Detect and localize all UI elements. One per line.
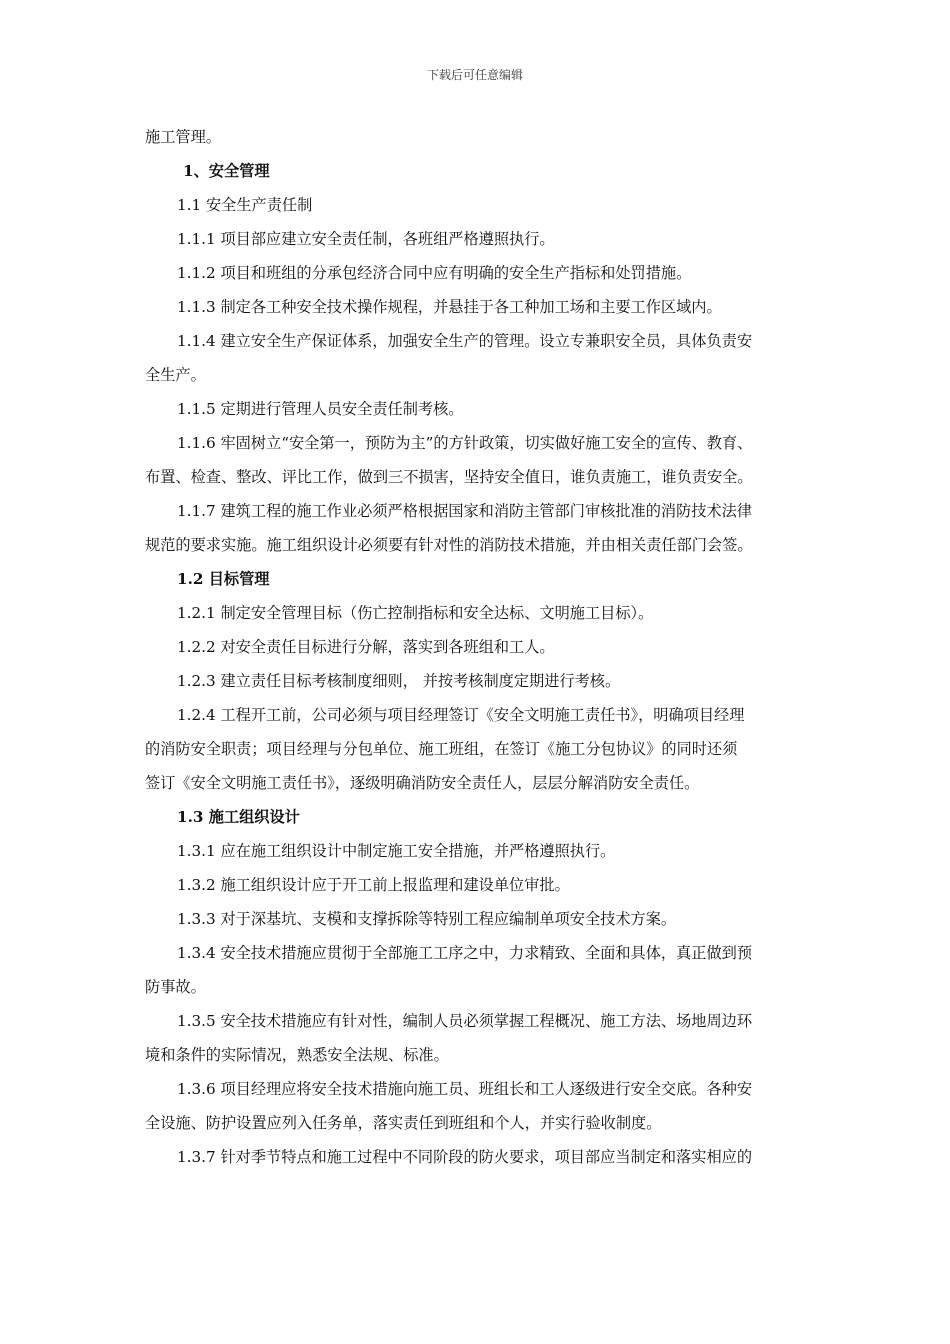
paragraph-continuation: 防事故。 <box>145 978 206 996</box>
paragraph-continuation: 全设施、防护设置应列入任务单，落实责任到班组和个人，并实行验收制度。 <box>145 1114 662 1132</box>
paragraph: 1.1.7 建筑工程的施工作业必须严格根据国家和消防主管部门审核批准的消防技术法律 <box>177 502 753 520</box>
paragraph: 1.2.2 对安全责任目标进行分解，落实到各班组和工人。 <box>177 638 555 656</box>
paragraph: 1.2.1 制定安全管理目标（伤亡控制指标和安全达标、文明施工目标）。 <box>177 604 654 622</box>
paragraph: 施工管理。 <box>145 128 221 146</box>
paragraph-continuation: 境和条件的实际情况，熟悉安全法规、标准。 <box>145 1046 449 1064</box>
paragraph-continuation: 规范的要求实施。施工组织设计必须要有针对性的消防技术措施，并由相关责任部门会签。 <box>145 536 753 554</box>
paragraph: 1.1.4 建立安全生产保证体系，加强安全生产的管理。设立专兼职安全员，具体负责安 <box>177 332 753 350</box>
subsection-heading: 1.2 目标管理 <box>177 570 270 588</box>
paragraph-continuation: 签订《安全文明施工责任书》，逐级明确消防安全责任人，层层分解消防安全责任。 <box>145 774 700 792</box>
paragraph: 1.1.6 牢固树立“安全第一，预防为主”的方针政策，切实做好施工安全的宣传、教育、 <box>177 434 753 452</box>
paragraph: 1.1.1 项目部应建立安全责任制，各班组严格遵照执行。 <box>177 230 555 248</box>
subsection-heading: 1.3 施工组织设计 <box>177 808 300 826</box>
section-heading: 1、安全管理 <box>183 162 270 180</box>
paragraph: 1.3.4 安全技术措施应贯彻于全部施工工序之中，力求精致、全面和具体，真正做到预 <box>177 944 753 962</box>
paragraph: 1.3.3 对于深基坑、支模和支撑拆除等特别工程应编制单项安全技术方案。 <box>177 910 677 928</box>
paragraph: 1.1.3 制定各工种安全技术操作规程，并悬挂于各工种加工场和主要工作区域内。 <box>177 298 722 316</box>
paragraph: 1.3.2 施工组织设计应于开工前上报监理和建设单位审批。 <box>177 876 570 894</box>
paragraph: 1.3.1 应在施工组织设计中制定施工安全措施，并严格遵照执行。 <box>177 842 616 860</box>
paragraph: 1.3.7 针对季节特点和施工过程中不同阶段的防火要求，项目部应当制定和落实相应的 <box>177 1148 753 1166</box>
page-header: 下载后可任意编辑 <box>426 68 523 82</box>
document-body <box>145 120 810 1174</box>
paragraph-continuation: 布置、检查、整改、评比工作，做到三不损害，坚持安全值日，谁负责施工，谁负责安全。 <box>145 468 753 486</box>
paragraph: 1.1.2 项目和班组的分承包经济合同中应有明确的安全生产指标和处罚措施。 <box>177 264 692 282</box>
paragraph: 1.2.3 建立责任目标考核制度细则， 并按考核制度定期进行考核。 <box>177 672 621 690</box>
paragraph: 1.2.4 工程开工前，公司必须与项目经理签订《安全文明施工责任书》，明确项目经理 <box>177 706 745 724</box>
subsection-heading: 1.1 安全生产责任制 <box>177 196 313 214</box>
paragraph: 1.1.5 定期进行管理人员安全责任制考核。 <box>177 400 464 418</box>
paragraph: 1.3.6 项目经理应将安全技术措施向施工员、班组长和工人逐级进行安全交底。各种安 <box>177 1080 753 1098</box>
paragraph-continuation: 的消防安全职责；项目经理与分包单位、施工班组，在签订《施工分包协议》的同时还须 <box>145 740 738 758</box>
paragraph: 1.3.5 安全技术措施应有针对性，编制人员必须掌握工程概况、施工方法、场地周边环 <box>177 1012 753 1030</box>
paragraph-continuation: 全生产。 <box>145 366 206 384</box>
